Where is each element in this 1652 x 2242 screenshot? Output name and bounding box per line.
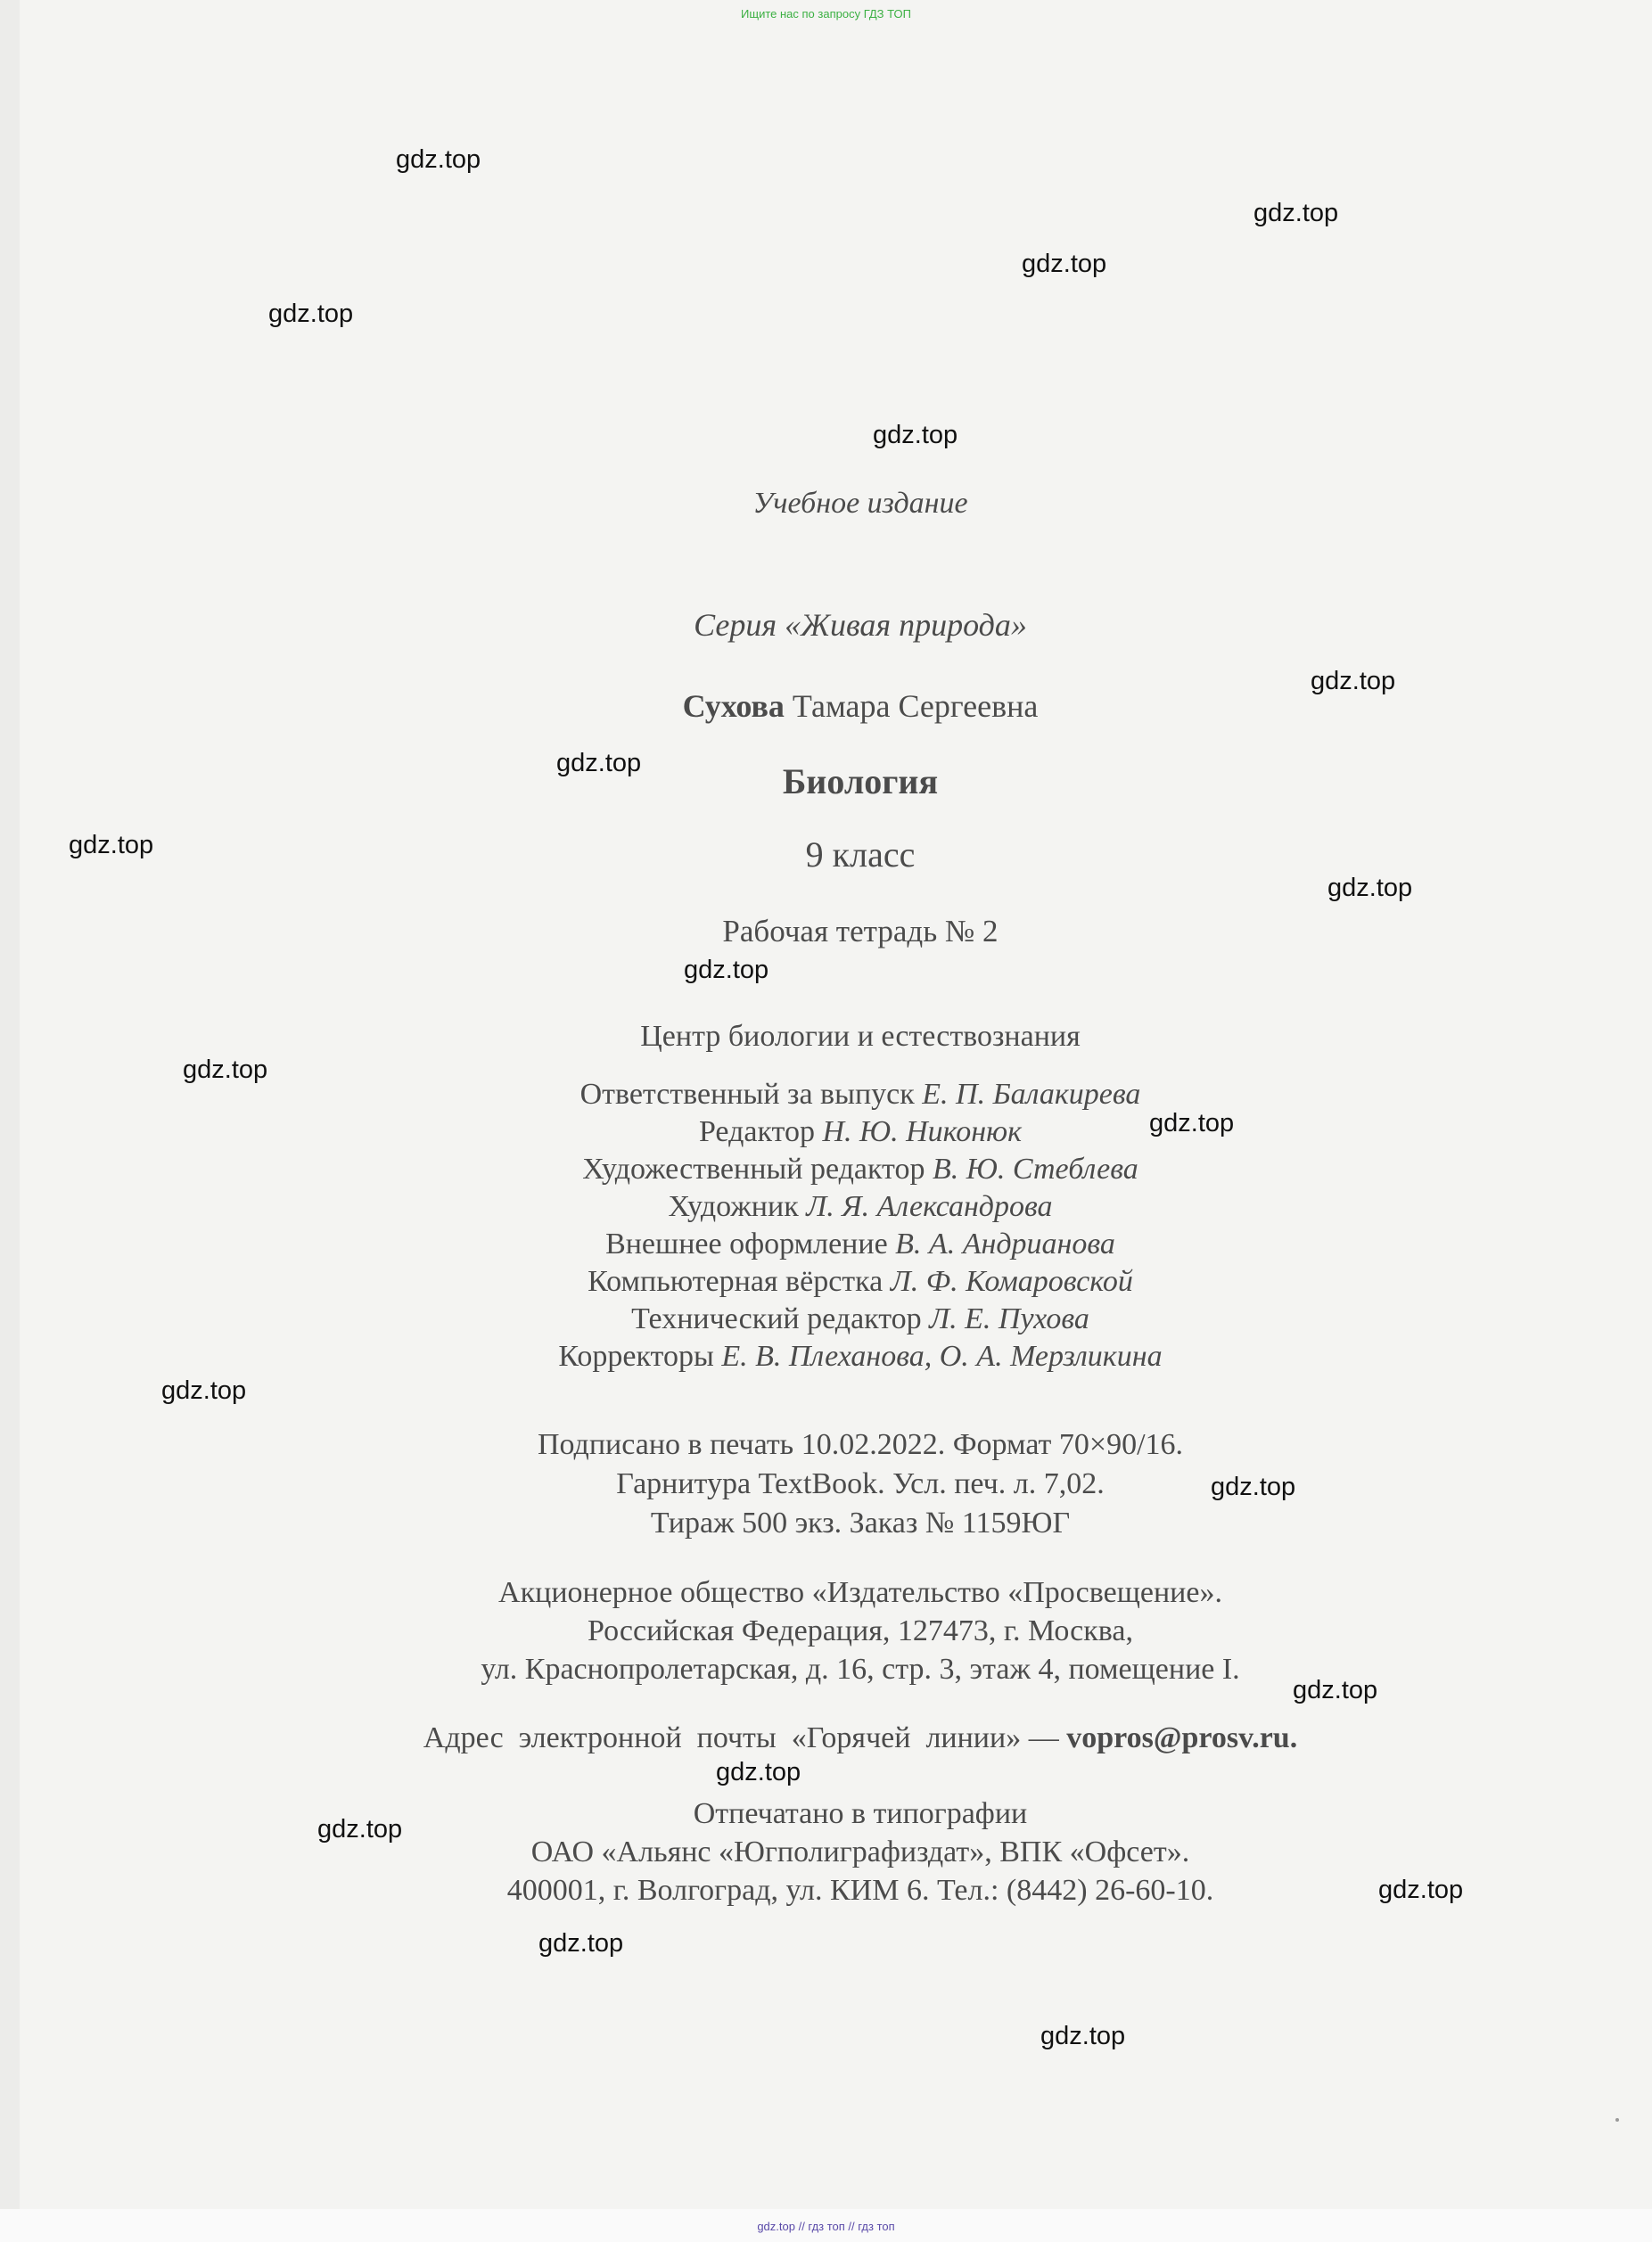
scan-speck — [1615, 2118, 1619, 2122]
watermark: gdz.top — [161, 1376, 247, 1405]
staff-role: Внешнее оформление — [605, 1228, 888, 1261]
watermark: gdz.top — [1040, 2022, 1126, 2050]
watermark: gdz.top — [396, 145, 481, 174]
staff-line — [0, 1265, 1652, 1299]
watermark: gdz.top — [556, 749, 642, 777]
staff-name: Л. Е. Пухова — [929, 1302, 1089, 1335]
author — [0, 687, 1652, 725]
staff-line — [0, 1115, 1652, 1149]
hotline-email: vopros@prosv.ru. — [1066, 1721, 1298, 1754]
staff-line — [0, 1078, 1652, 1112]
watermark: gdz.top — [268, 300, 354, 328]
printer-line: Отпечатано в типографии — [693, 1797, 1028, 1830]
publisher-line: Акционерное общество «Издательство «Просвещение». — [498, 1576, 1222, 1609]
watermark: gdz.top — [873, 421, 958, 449]
staff-role: Корректоры — [558, 1340, 714, 1373]
staff-name: Е. В. Плеханова, О. А. Мерзликина — [721, 1340, 1163, 1373]
watermark: gdz.top — [1378, 1876, 1464, 1904]
publisher-line: Российская Федерация, 127473, г. Москва, — [588, 1614, 1133, 1647]
book-title: Биология — [782, 761, 939, 801]
top-search-banner: Ищите нас по запросу ГДЗ ТОП — [741, 7, 911, 21]
author-surname: Сухова — [682, 688, 785, 724]
grade: 9 класс — [805, 834, 916, 875]
watermark: gdz.top — [684, 956, 769, 984]
staff-line — [0, 1153, 1652, 1187]
print-info-line: Гарнитура TextBook. Усл. печ. л. 7,02. — [616, 1467, 1105, 1500]
watermark: gdz.top — [1327, 874, 1413, 902]
watermark: gdz.top — [183, 1055, 268, 1084]
printer-line: 400001, г. Волгоград, ул. КИМ 6. Тел.: (8442) 26-60-10. — [506, 1874, 1214, 1907]
edition-type: Учебное издание — [752, 487, 968, 520]
hotline-label: Адрес электронной почты «Горячей линии» — — [423, 1721, 1059, 1754]
staff-role: Художественный редактор — [582, 1153, 925, 1186]
staff-role: Редактор — [698, 1115, 815, 1148]
publisher-line: ул. Краснопролетарская, д. 16, стр. 3, этаж 4, помещение I. — [481, 1653, 1240, 1686]
watermark: gdz.top — [716, 1758, 801, 1786]
series-name: Серия «Живая природа» — [694, 607, 1027, 643]
printer-line: ОАО «Альянс «Югполиграфиздат», ВПК «Офсет». — [530, 1835, 1190, 1868]
staff-role: Компьютерная вёрстка — [588, 1265, 884, 1298]
staff-role: Художник — [668, 1190, 799, 1223]
watermark: gdz.top — [1022, 250, 1107, 278]
watermark: gdz.top — [1211, 1473, 1296, 1501]
staff-name: Л. Ф. Комаровской — [890, 1265, 1133, 1298]
print-info-line: Тираж 500 экз. Заказ № 1159ЮГ — [650, 1507, 1071, 1540]
staff-role: Технический редактор — [631, 1302, 922, 1335]
watermark: gdz.top — [317, 1815, 403, 1844]
notebook-number: Рабочая тетрадь № 2 — [722, 914, 999, 949]
staff-line — [0, 1340, 1652, 1374]
staff-name: Е. П. Балакирева — [922, 1078, 1141, 1111]
watermark: gdz.top — [1311, 667, 1396, 695]
author-name: Тамара Сергеевна — [792, 688, 1039, 724]
staff-name: В. Ю. Стеблева — [932, 1153, 1138, 1186]
watermark: gdz.top — [69, 831, 154, 859]
staff-name: Л. Я. Александрова — [806, 1190, 1053, 1223]
bottom-link-banner: gdz.top // гдз топ // гдз топ — [757, 2220, 895, 2233]
staff-line — [0, 1228, 1652, 1261]
staff-name: В. А. Андрианова — [895, 1228, 1115, 1261]
watermark: gdz.top — [1253, 199, 1339, 227]
staff-role: Ответственный за выпуск — [579, 1078, 915, 1111]
watermark: gdz.top — [1293, 1676, 1378, 1704]
watermark: gdz.top — [538, 1929, 624, 1958]
watermark: gdz.top — [1149, 1109, 1235, 1137]
staff-line — [0, 1302, 1652, 1336]
print-info-line: Подписано в печать 10.02.2022. Формат 70×90/16. — [537, 1428, 1184, 1461]
staff-line — [0, 1190, 1652, 1224]
center-name: Центр биологии и естествознания — [640, 1020, 1081, 1053]
hotline — [0, 1721, 1652, 1755]
staff-name: Н. Ю. Никонюк — [822, 1115, 1023, 1148]
